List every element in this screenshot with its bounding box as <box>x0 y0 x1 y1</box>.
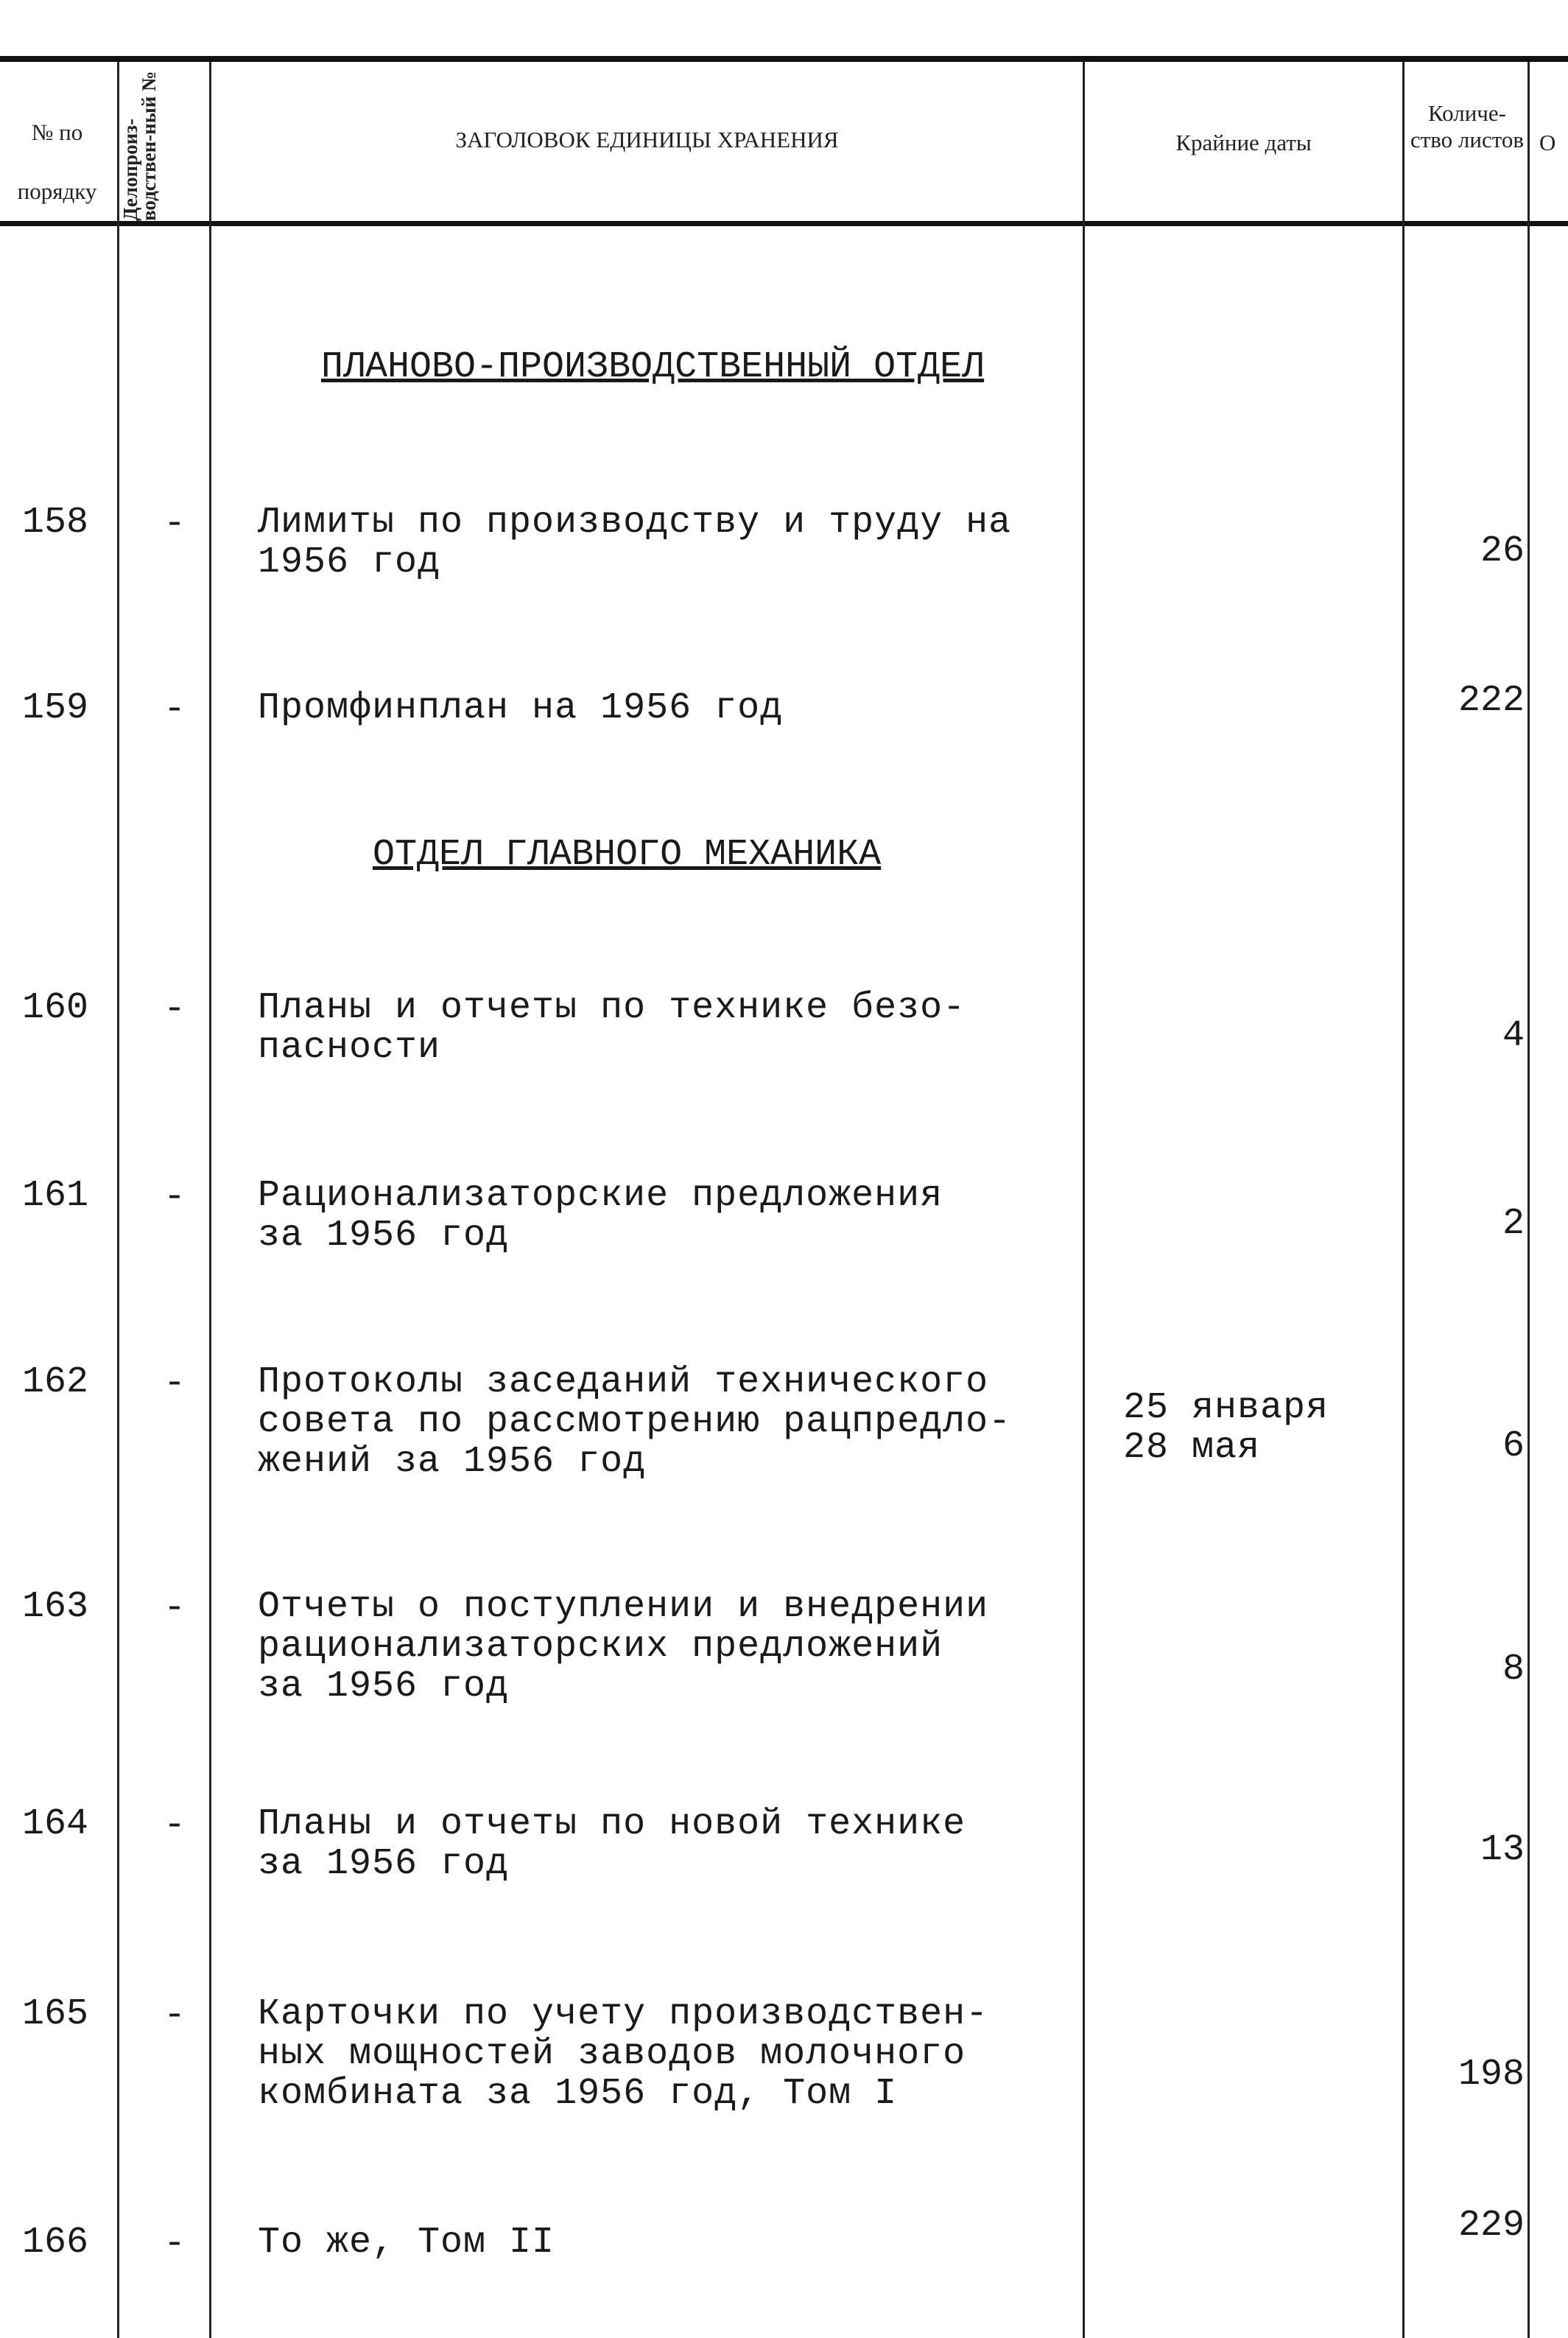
column-divider <box>1083 62 1085 2338</box>
header-number: № по порядку <box>17 119 97 204</box>
row-sheets: 2 <box>1502 1203 1525 1245</box>
row-office-number: - <box>164 1363 186 1405</box>
row-office-number: - <box>164 503 186 545</box>
row-title: Планы и отчеты по новой технике за 1956 год <box>258 1803 966 1885</box>
row-title: Промфинплан на 1956 год <box>258 687 784 729</box>
row-office-number: - <box>164 689 186 731</box>
header-office-number: Делопроиз-водствен-ный № <box>119 71 160 221</box>
header-dates: Крайние даты <box>1175 130 1312 155</box>
header-bottom-rule <box>0 221 1568 226</box>
header-top-rule <box>0 56 1568 62</box>
row-office-number: - <box>164 989 186 1031</box>
row-number: 163 <box>22 1586 89 1628</box>
row-sheets: 222 <box>1458 680 1525 722</box>
row-sheets: 26 <box>1480 530 1525 572</box>
row-sheets: 198 <box>1458 2054 1525 2096</box>
column-divider <box>117 62 119 2338</box>
section-heading: ОТДЕЛ ГЛАВНОГО МЕХАНИКА <box>373 834 882 876</box>
row-sheets: 8 <box>1502 1649 1525 1691</box>
row-number: 165 <box>22 1993 89 2035</box>
row-title: Карточки по учету производствен- ных мощностей заводов молочного комбината за 1956 год, Том I <box>258 1993 989 2115</box>
row-title: То же, Том II <box>258 2222 555 2264</box>
row-title: Планы и отчеты по технике безо- пасности <box>258 987 966 1069</box>
row-office-number: - <box>164 1805 186 1847</box>
row-sheets: 4 <box>1502 1015 1525 1057</box>
column-divider <box>209 62 211 2338</box>
row-number: 159 <box>22 687 89 729</box>
row-title: Рационализаторские предложения за 1956 год <box>258 1175 943 1257</box>
header-title: ЗАГОЛОВОК ЕДИНИЦЫ ХРАНЕНИЯ <box>455 127 839 152</box>
header-sheets: Количе-ство листов <box>1410 100 1525 152</box>
row-office-number: - <box>164 1176 186 1218</box>
header-extra: О <box>1539 130 1556 155</box>
row-office-number: - <box>164 2223 186 2265</box>
row-sheets: 13 <box>1480 1829 1525 1871</box>
row-number: 161 <box>22 1175 89 1217</box>
column-divider <box>1527 62 1530 2338</box>
row-number: 164 <box>22 1803 89 1845</box>
row-number: 160 <box>22 987 89 1029</box>
row-office-number: - <box>164 1995 186 2037</box>
row-sheets: 6 <box>1502 1425 1525 1467</box>
row-number: 162 <box>22 1361 89 1403</box>
row-dates: 25 января 28 мая <box>1123 1387 1329 1469</box>
section-heading: ПЛАНОВО-ПРОИЗВОДСТВЕННЫЙ ОТДЕЛ <box>321 346 985 388</box>
column-divider <box>1402 62 1404 2338</box>
row-number: 166 <box>22 2222 89 2264</box>
row-office-number: - <box>164 1587 186 1629</box>
row-title: Лимиты по производству и труду на 1956 год <box>258 502 1012 583</box>
row-sheets: 229 <box>1458 2205 1525 2247</box>
row-title: Протоколы заседаний технического совета по рассмотрению рацпредло- жений за 1956 год <box>258 1361 1012 1483</box>
row-title: Отчеты о поступлении и внедрении рационализаторских предложений за 1956 год <box>258 1586 989 1707</box>
row-number: 158 <box>22 502 89 544</box>
